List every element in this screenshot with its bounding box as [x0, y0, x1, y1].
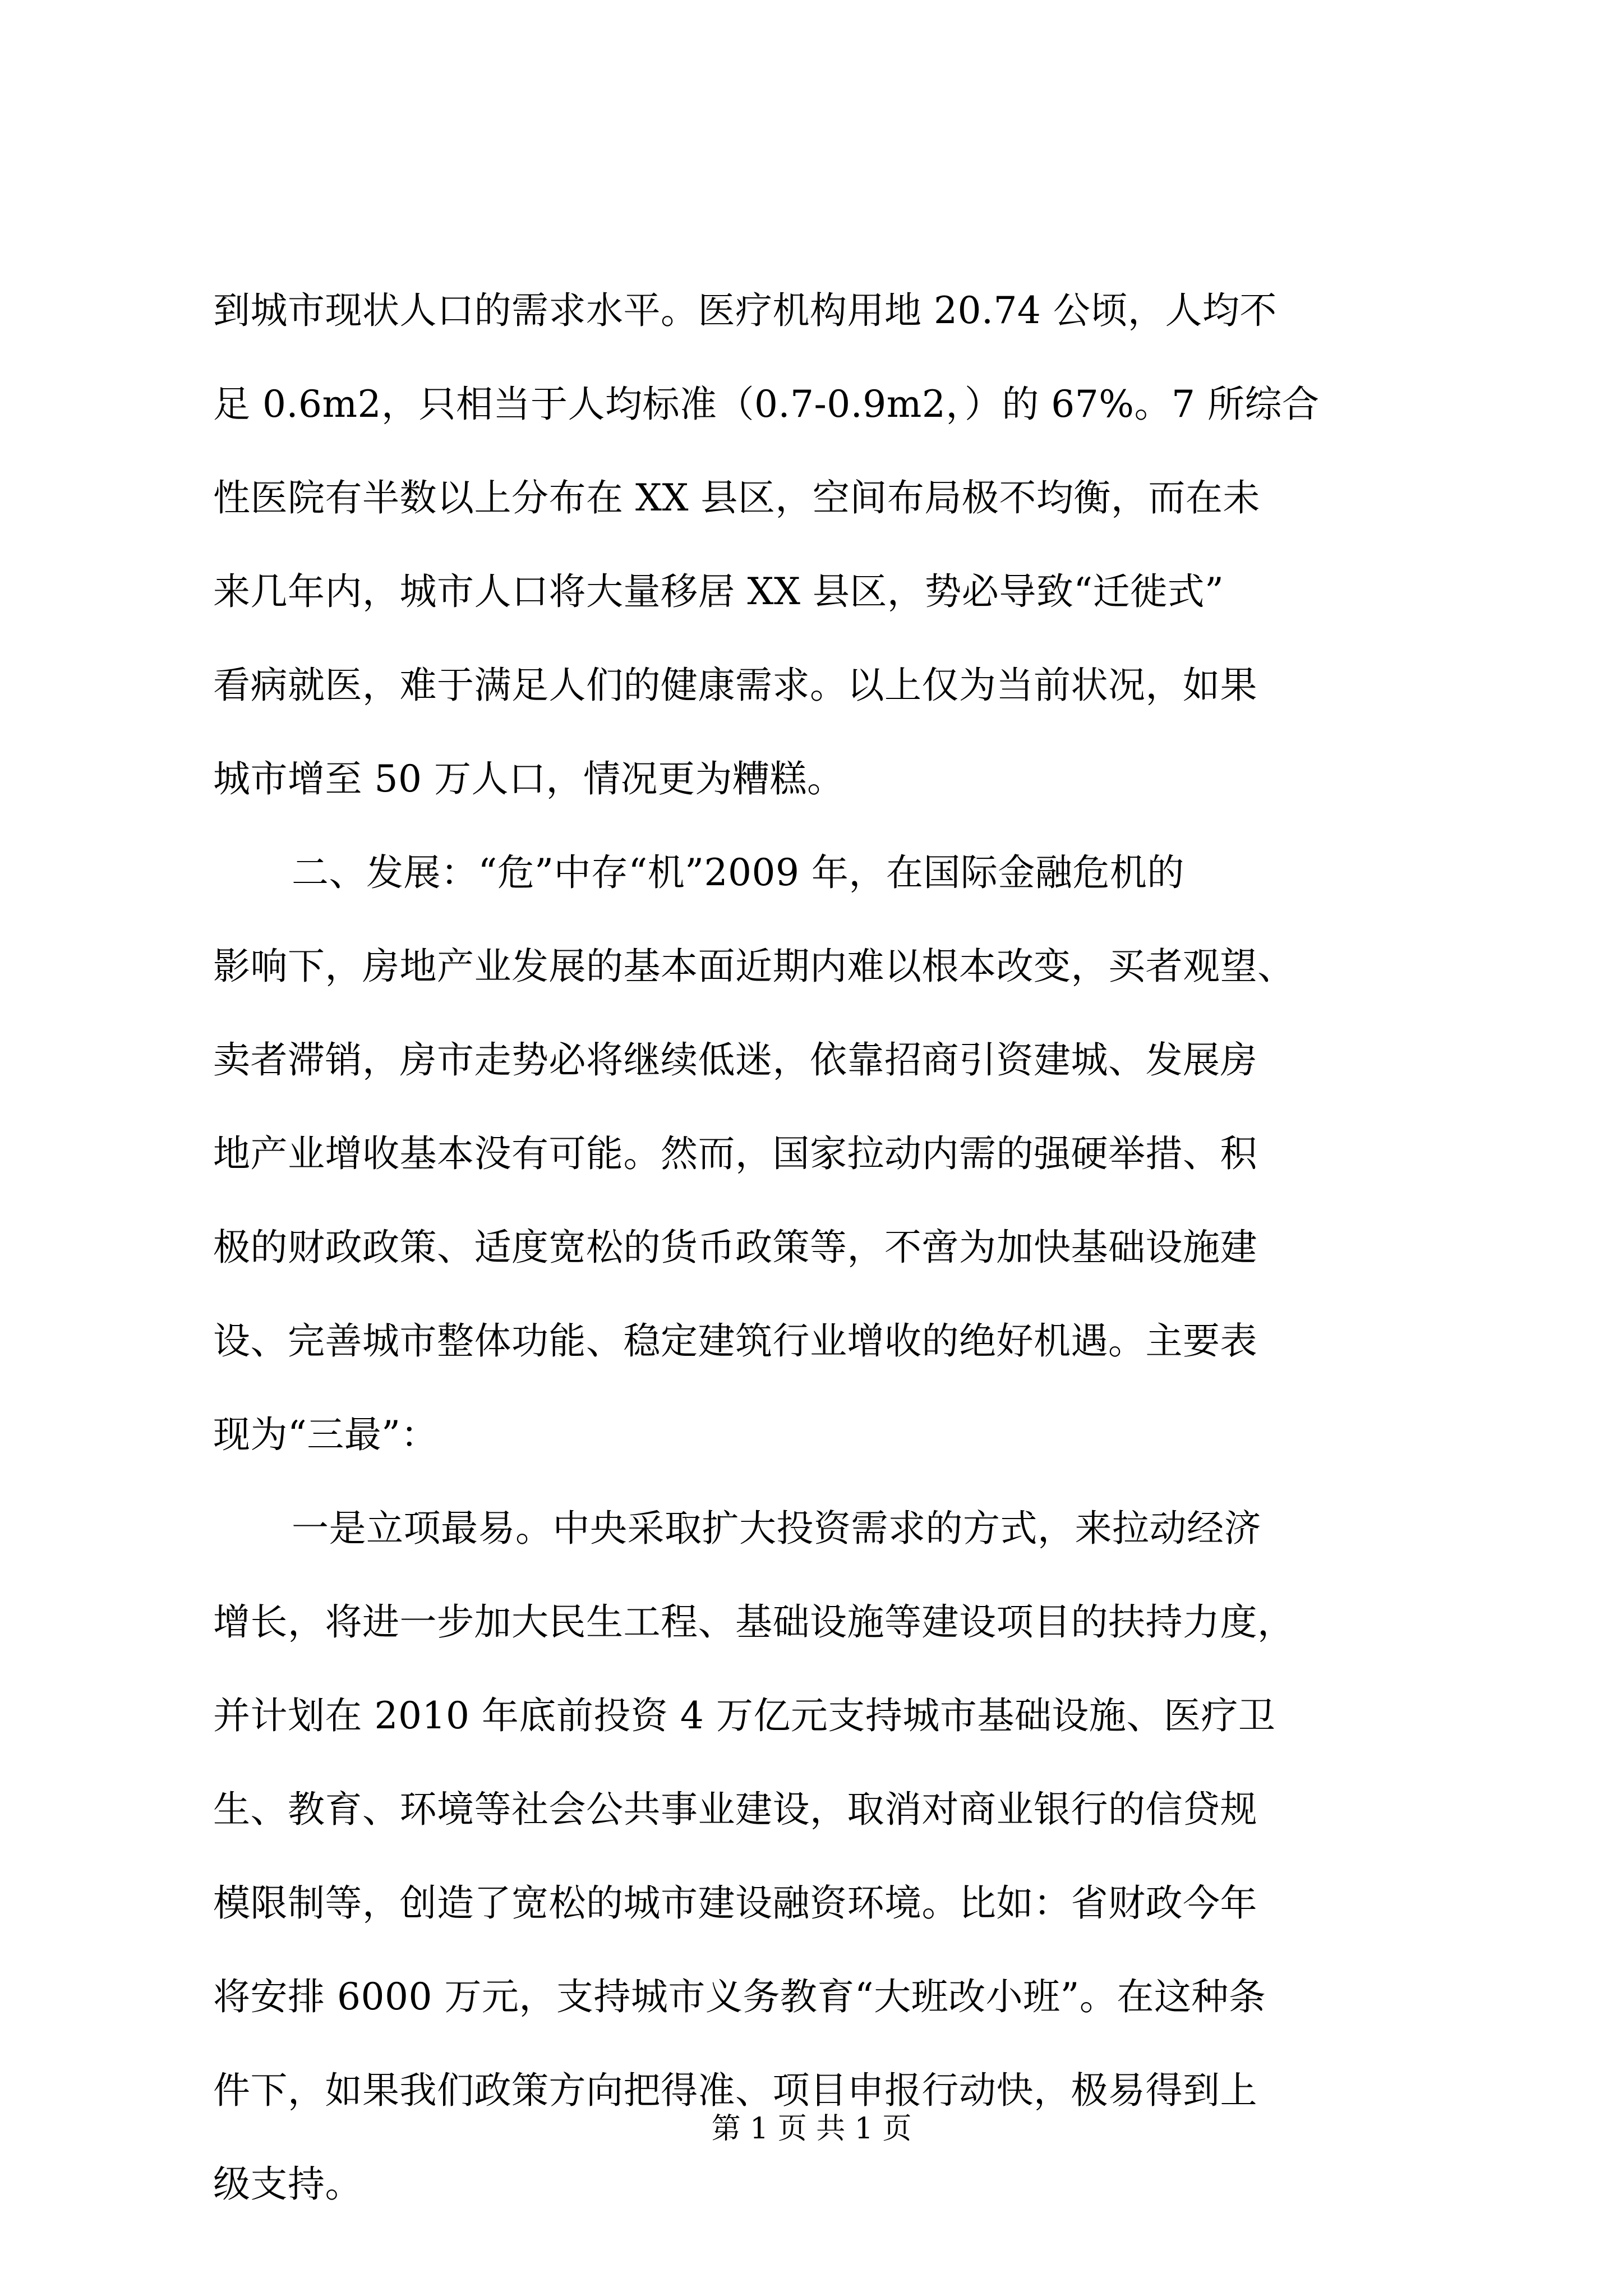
text-line: 级支持。	[213, 2162, 362, 2206]
text-line: 生、教育、环境等社会公共事业建设，取消对商业银行的信贷规	[213, 1788, 1257, 1831]
text-line: 来几年内，城市人口将大量移居 XX 县区，势必导致“迁徙式”	[213, 570, 1224, 613]
text-line: 看病就医，难于满足人们的健康需求。以上仅为当前状况，如果	[213, 664, 1257, 707]
text-line: 足 0.6m2，只相当于人均标准（0.7-0.9m2，）的 67%。7 所综合	[213, 383, 1320, 426]
text-line: 模限制等，创造了宽松的城市建设融资环境。比如：省财政今年	[213, 1881, 1257, 1925]
text-line: 到城市现状人口的需求水平。医疗机构用地 20.74 公顷，人均不	[213, 289, 1277, 332]
text-line: 卖者滞销，房市走势必将继续低迷，依靠招商引资建城、发展房	[213, 1038, 1257, 1082]
text-line: 性医院有半数以上分布在 XX 县区，空间布局极不均衡，而在未	[213, 476, 1260, 519]
text-line: 城市增至 50 万人口，情况更为糟糕。	[213, 757, 845, 800]
text-line: 设、完善城市整体功能、稳定建筑行业增收的绝好机遇。主要表	[213, 1319, 1257, 1363]
paragraph-start-line: 二、发展：“危”中存“机”2009 年，在国际金融危机的	[292, 851, 1184, 894]
text-line: 极的财政政策、适度宽松的货币政策等，不啻为加快基础设施建	[213, 1226, 1257, 1269]
text-line: 件下，如果我们政策方向把得准、项目申报行动快，极易得到上	[213, 2069, 1257, 2112]
text-line: 影响下，房地产业发展的基本面近期内难以根本改变，买者观望、	[213, 945, 1295, 988]
document-body	[213, 264, 1424, 2231]
page-footer: 第 1 页 共 1 页	[711, 2112, 912, 2146]
text-line: 并计划在 2010 年底前投资 4 万亿元支持城市基础设施、医疗卫	[213, 1694, 1276, 1737]
text-line: 增长，将进一步加大民生工程、基础设施等建设项目的扶持力度，	[213, 1600, 1295, 1644]
text-line: 现为“三最”：	[213, 1413, 438, 1456]
text-line: 地产业增收基本没有可能。然而，国家拉动内需的强硬举措、积	[213, 1132, 1257, 1175]
paragraph-start-line: 一是立项最易。中央采取扩大投资需求的方式，来拉动经济	[292, 1507, 1261, 1550]
text-line: 将安排 6000 万元，支持城市义务教育“大班改小班”。在这种条	[213, 1975, 1266, 2018]
